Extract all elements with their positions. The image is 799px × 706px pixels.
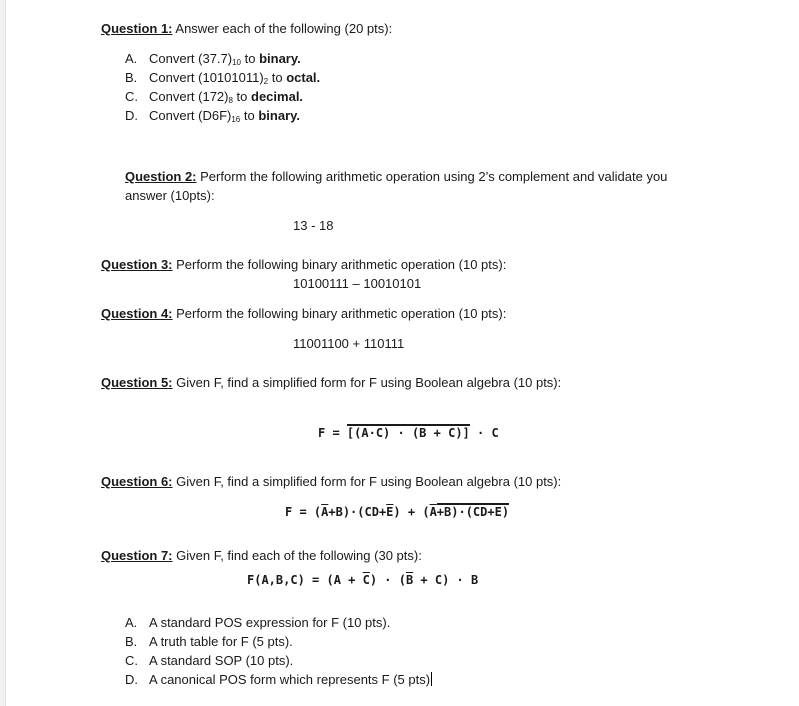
q6-eq-plus: + <box>400 505 423 519</box>
q1-item-b-pre: Convert (10101011) <box>149 70 264 85</box>
q5-eq-close: )] <box>455 426 470 440</box>
question-5-equation <box>318 424 499 442</box>
question-2-text: Perform the following arithmetic operation using 2’s complement and validate you <box>196 169 668 184</box>
question-4-expression: 11001100 + 110111 <box>293 336 405 351</box>
q7-item-b <box>125 633 293 651</box>
q7-eq-b-bar: $\overline{B}$ <box>405 573 414 587</box>
q1-item-d-bold: binary. <box>258 108 301 123</box>
q7-item-c <box>125 652 293 670</box>
q7-item-b-text: A truth table for F (5 pts). <box>149 634 293 649</box>
q7-item-d[interactable] <box>125 671 432 689</box>
question-2-label: Question 2: <box>125 169 197 184</box>
q6-eq-p1a: ( <box>313 505 322 519</box>
q6-eq-e1-bar: $\overline{E}$ <box>386 505 394 519</box>
q1-item-b-letter: B. <box>125 70 138 85</box>
question-5-label: Question 5: <box>101 375 173 390</box>
q5-eq-c-bar: $\overline{C}$ <box>448 426 456 440</box>
q5-eq-tail: · C <box>469 426 499 440</box>
q6-eq-p2b: +B)·(CD+ <box>436 505 495 519</box>
q7-eq-c-bar: $\overline{C}$ <box>362 573 370 587</box>
q5-eq-open: [( <box>346 426 362 440</box>
q1-item-c-letter: C. <box>125 89 138 104</box>
question-2-heading <box>125 168 667 186</box>
question-2-expression: 13 - 18 <box>293 218 334 233</box>
q1-item-a-mid: to <box>241 51 260 66</box>
q7-eq-p2: ) · ( <box>369 573 406 587</box>
q1-item-d-pre: Convert (D6F) <box>149 108 232 123</box>
question-6-label: Question 6: <box>101 474 173 489</box>
question-2-text-continued: answer (10pts): <box>125 188 215 203</box>
q1-item-d-letter: D. <box>125 108 138 123</box>
q1-item-b <box>125 69 320 87</box>
q7-item-a-letter: A. <box>125 615 138 630</box>
q5-eq-mid: ·C) · (B + <box>368 426 449 440</box>
q6-eq-p1c: ) <box>393 505 401 519</box>
q7-eq-lhs: F(A,B,C) = <box>247 573 327 587</box>
q6-eq-e2-bar: $\overline{E}$ <box>494 505 502 519</box>
q6-eq-lhs: F = <box>285 505 314 519</box>
question-5-text: Given F, find a simplified form for F using Boolean algebra (10 pts): <box>172 375 562 390</box>
question-6-text: Given F, find a simplified form for F using Boolean algebra (10 pts): <box>172 474 562 489</box>
question-1-heading <box>101 20 392 38</box>
question-7-equation <box>247 571 478 589</box>
q1-item-c <box>125 88 303 106</box>
q1-item-c-mid: to <box>232 89 252 104</box>
q1-item-c-bold: decimal. <box>251 89 304 104</box>
question-7-label: Question 7: <box>101 548 173 563</box>
q6-eq-p1b: +B)·(CD+ <box>328 505 387 519</box>
question-7-heading <box>101 547 422 565</box>
q7-item-d-text[interactable]: A canonical POS form which represents F (5 pts) <box>149 672 431 687</box>
q7-item-d-letter: D. <box>125 672 138 687</box>
q1-item-b-sub: 2 <box>263 77 269 86</box>
text-cursor <box>431 672 432 686</box>
q6-eq-p2c: ) <box>501 505 510 519</box>
question-6-heading <box>101 473 561 491</box>
q1-item-c-sub: 8 <box>228 96 233 105</box>
q7-item-a <box>125 614 390 632</box>
question-3-label: Question 3: <box>101 257 173 272</box>
page-margin <box>0 0 6 706</box>
q1-item-c-pre: Convert (172) <box>149 89 229 104</box>
q7-item-b-letter: B. <box>125 634 138 649</box>
question-7-text: Given F, find each of the following (30 pts): <box>172 548 422 563</box>
q1-item-d-sub: 16 <box>231 115 241 124</box>
q1-item-b-mid: to <box>268 70 287 85</box>
q6-eq-p2a: ( <box>422 505 430 519</box>
question-5-heading <box>101 374 561 392</box>
q7-item-c-text: A standard SOP (10 pts). <box>149 653 294 668</box>
question-6-equation <box>285 503 509 521</box>
q1-item-a-sub: 10 <box>232 58 241 67</box>
q6-eq-a1-bar: $\overline{A}$ <box>321 505 329 519</box>
question-3-expression: 10100111 – 10010101 <box>293 276 422 291</box>
question-3-text: Perform the following binary arithmetic operation (10 pts): <box>172 257 507 272</box>
q6-eq-overbar-group <box>437 503 509 519</box>
question-4-heading <box>101 305 506 323</box>
q1-item-a-letter: A. <box>125 51 138 66</box>
question-4-label: Question 4: <box>101 306 173 321</box>
question-3-heading <box>101 256 506 274</box>
q7-eq-p3: + C) · B <box>413 573 479 587</box>
q1-item-a-pre: Convert (37.7) <box>149 51 233 66</box>
q5-eq-overbar-group <box>347 424 470 440</box>
q7-item-c-letter: C. <box>125 653 138 668</box>
question-4-text: Perform the following binary arithmetic operation (10 pts): <box>172 306 507 321</box>
q1-item-a-bold: binary. <box>259 51 301 66</box>
question-1-label: Question 1: <box>101 21 173 36</box>
q1-item-a <box>125 50 301 68</box>
q5-eq-lhs: F = <box>318 426 347 440</box>
q1-item-b-bold: octal. <box>286 70 321 85</box>
q1-item-d <box>125 107 300 125</box>
q7-item-a-text: A standard POS expression for F (10 pts). <box>149 615 391 630</box>
q1-item-d-mid: to <box>240 108 259 123</box>
q7-eq-p1: (A + <box>326 573 363 587</box>
q6-eq-a2-bar: $\overline{A}$ <box>429 505 437 519</box>
question-1-text: Answer each of the following (20 pts): <box>172 21 393 36</box>
q5-eq-a-bar: $\overline{A}$ <box>361 426 369 440</box>
